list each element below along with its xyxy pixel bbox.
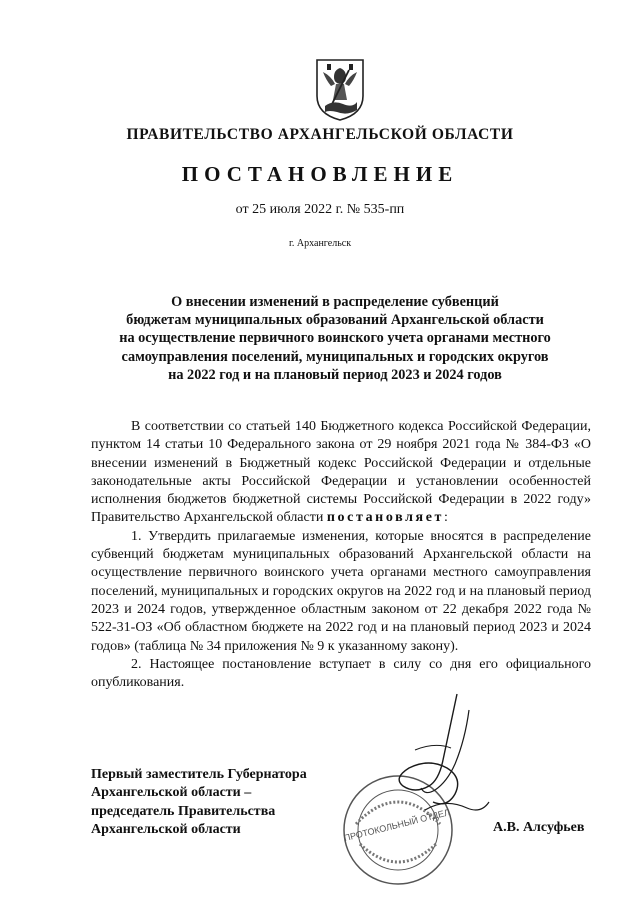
title-line: на осуществление первичного воинского учета органами местного: [119, 330, 551, 347]
document-title: [90, 293, 580, 384]
government-name: ПРАВИТЕЛЬСТВО АРХАНГЕЛЬСКОЙ ОБЛАСТИ: [126, 126, 514, 143]
signer-position-line: Первый заместитель Губернатора: [91, 767, 307, 782]
title-line: на 2022 год и на плановый период 2023 и 2024 годов: [168, 366, 502, 383]
item-2-paragraph: 2. Настоящее постановление вступает в силу со дня его официального опубликования.: [91, 656, 591, 691]
signer-name: А.В. Алсуфьев: [493, 820, 585, 835]
signer-position-line: председатель Правительства: [91, 803, 276, 819]
signer-position: [91, 766, 371, 839]
document-city: г. Архангельск: [288, 238, 352, 249]
signer-position-line: Архангельской области: [91, 821, 241, 837]
stamp-text: ПРОТОКОЛЬНЫЙ ОТДЕЛ: [342, 807, 451, 844]
preamble-paragraph: [91, 418, 591, 528]
handwritten-signature: [385, 690, 495, 840]
preamble-text: В соответствии со статьей 140 Бюджетного кодекса Российской Федерации, пунктом 14 статьи 10 Федерального закона от 29 ноября 2021 года № 384-ФЗ «О внесении изменений в Бюджетный кодекс Российской Федерации и отдельные законодательные акты Российской Федерации и установлении особенностей исполнения бюджетов бюджетной системы Российской Федерации в 2022 году» Правительство Архангельской области: [91, 419, 591, 526]
decides-word: постановляет: [326, 510, 445, 526]
document-type: ПОСТАНОВЛЕНИЕ: [181, 162, 459, 186]
title-line: самоуправления поселений, муниципальных и городских округов: [121, 348, 549, 365]
title-line: бюджетам муниципальных образований Архангельской области: [126, 312, 544, 329]
signer-position-line: Архангельской области –: [91, 785, 252, 801]
item-1-paragraph: 1. Утвердить прилагаемые изменения, которые вносятся в распределение субвенций бюджетам муниципальных образований Архангельской области на осуществление первичного воинского учета органами местного самоуправления поселений, муниципальных и городских округов на 2022 год и на плановый период 2023 и 2024 годов, утвержденное областным законом от 22 декабря 2022 года № 522-31-ОЗ «Об областном бюджете на 2022 год и на плановый период 2023 и 2024 годов» (таблица № 34 приложения № 9 к указанному закону).: [91, 528, 591, 654]
arkhangelsk-coat-of-arms-icon: [313, 56, 367, 122]
decides-colon: :: [444, 510, 448, 526]
document-date-number: от 25 июля 2022 г. № 535-пп: [235, 202, 405, 217]
document-body: [91, 418, 591, 692]
title-line: О внесении изменений в распределение субвенций: [171, 294, 499, 310]
